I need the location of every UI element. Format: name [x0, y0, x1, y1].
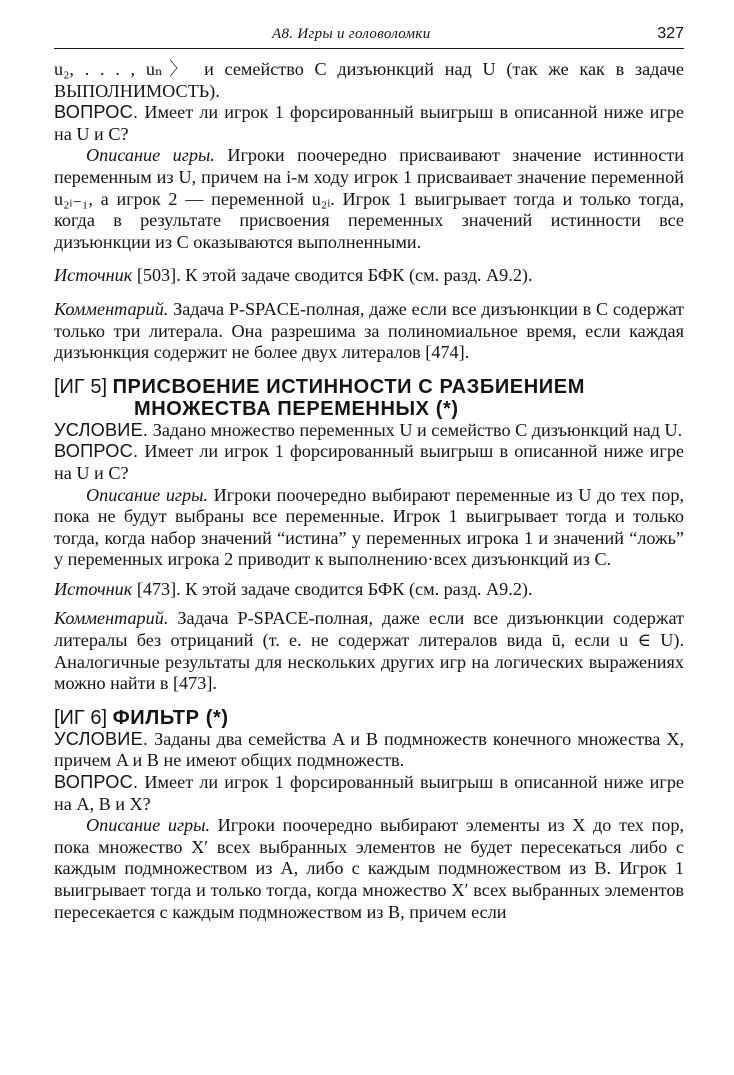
condition-text: Заданы два семейства A и B подмножеств конечного множества X, причем A и B не имеют общих подмножеств.	[54, 728, 685, 771]
game-description-text: Игроки поочередно присваивают значение истинности переменным из U, причем на i-м ходу игрок 1 присваивает значение переменной u₂ᵢ₋₁, а игрок 2 — переменной u₂ᵢ. Игрок 1 выигрывает тогда и только тогда, когда в результате присвоения переменных значений истинности все дизъюнкции из C оказываются выполненными.	[54, 145, 684, 252]
ig4-question	[54, 102, 684, 145]
source-label: Источник	[54, 265, 133, 286]
page-number: 327	[657, 25, 684, 42]
source-text: [473]. К этой задаче сводится БФК (см. разд. А9.2).	[136, 578, 533, 599]
question-label: ВОПРОС.	[54, 772, 139, 793]
question-label: ВОПРОС.	[54, 102, 139, 123]
page-header	[54, 24, 684, 49]
game-description-label: Описание игры.	[86, 484, 208, 505]
ig5-game-description	[54, 485, 684, 571]
game-description-label: Описание игры.	[86, 815, 211, 836]
condition-label: УСЛОВИЕ.	[54, 728, 149, 749]
question-text: Имеет ли игрок 1 форсированный выигрыш в описанной ниже игре на U и C?	[54, 102, 685, 144]
comment-text: Задача P-SPACE-полная, даже если все дизъюнкции содержат литералы без отрицаний (т. е. не содержат литералов вида ū, если u ∈ U). Аналогичные результаты для нескольких других игр на логических выражениях можно найти в [473].	[54, 608, 684, 694]
running-head: А8. Игры и головоломки	[272, 26, 431, 42]
ig6-heading	[54, 707, 684, 729]
comment-label: Комментарий.	[54, 608, 169, 629]
ig4-source	[54, 265, 684, 287]
condition-label: УСЛОВИЕ.	[54, 419, 149, 440]
ig6-game-description	[54, 815, 684, 923]
ig5-question	[54, 441, 684, 484]
ig4-comment	[54, 299, 684, 364]
problem-code: [ИГ 6]	[54, 706, 107, 729]
source-text: [503]. К этой задаче сводится БФК (см. разд. А9.2).	[136, 265, 533, 286]
question-text: Имеет ли игрок 1 форсированный выигрыш в описанной ниже игре на A, B и X?	[54, 772, 685, 814]
ig5-source	[54, 579, 684, 601]
problem-code: [ИГ 5]	[54, 375, 107, 398]
ig6-condition	[54, 729, 684, 772]
comment-text: Задача P-SPACE-полная, даже если все дизъюнкции в C содержат только три литерала. Она разрешима за полиномиальное время, если каждая дизъюнкция содержит не более двух литералов [474].	[54, 298, 684, 363]
ig5-heading	[54, 376, 684, 420]
ig4-problem-continuation: u₂, . . . , uₙ〉 и семейство C дизъюнкций над U (так же как в задаче ВЫПОЛНИМОСТЬ).	[54, 59, 684, 101]
condition-text: Задано множество переменных U и семейство C дизъюнкций над U.	[152, 419, 683, 440]
game-description-label: Описание игры.	[86, 145, 215, 166]
page-body	[54, 59, 684, 923]
question-text: Имеет ли игрок 1 форсированный выигрыш в описанной ниже игре на U и C?	[54, 441, 685, 483]
ig5-condition	[54, 420, 684, 442]
game-description-text: Игроки поочередно выбирают переменные из U до тех пор, пока не будут выбраны все переменные. Игрок 1 выигрывает тогда и только тогда, когда набор значений “истина” у переменных игрока 1 и значений “ложь” у переменных игрока 2 приводит к выполнению·всех дизъюнкций из C.	[54, 484, 684, 570]
source-label: Источник	[54, 578, 133, 599]
ig5-comment	[54, 608, 684, 694]
comment-label: Комментарий.	[54, 298, 169, 319]
problem-title: ПРИСВОЕНИЕ ИСТИННОСТИ С РАЗБИЕНИЕМ	[112, 375, 585, 398]
ig4-game-description	[54, 145, 684, 253]
problem-title: ФИЛЬТР (*)	[112, 706, 229, 729]
ig6-question	[54, 772, 684, 815]
game-description-text: Игроки поочередно выбирают элементы из X до тех пор, пока множество X′ всех выбранных элементов не будет пересекаться либо с каждым подмножеством из A, либо с каждым подмножеством из B. Игрок 1 выигрывает тогда и только тогда, когда множество X′ всех выбранных элементов пересекается с каждым подмножеством из B, причем если	[54, 815, 685, 922]
problem-title-continued: МНОЖЕСТВА ПЕРЕМЕННЫХ (*)	[134, 397, 459, 420]
question-label: ВОПРОС.	[54, 441, 139, 462]
